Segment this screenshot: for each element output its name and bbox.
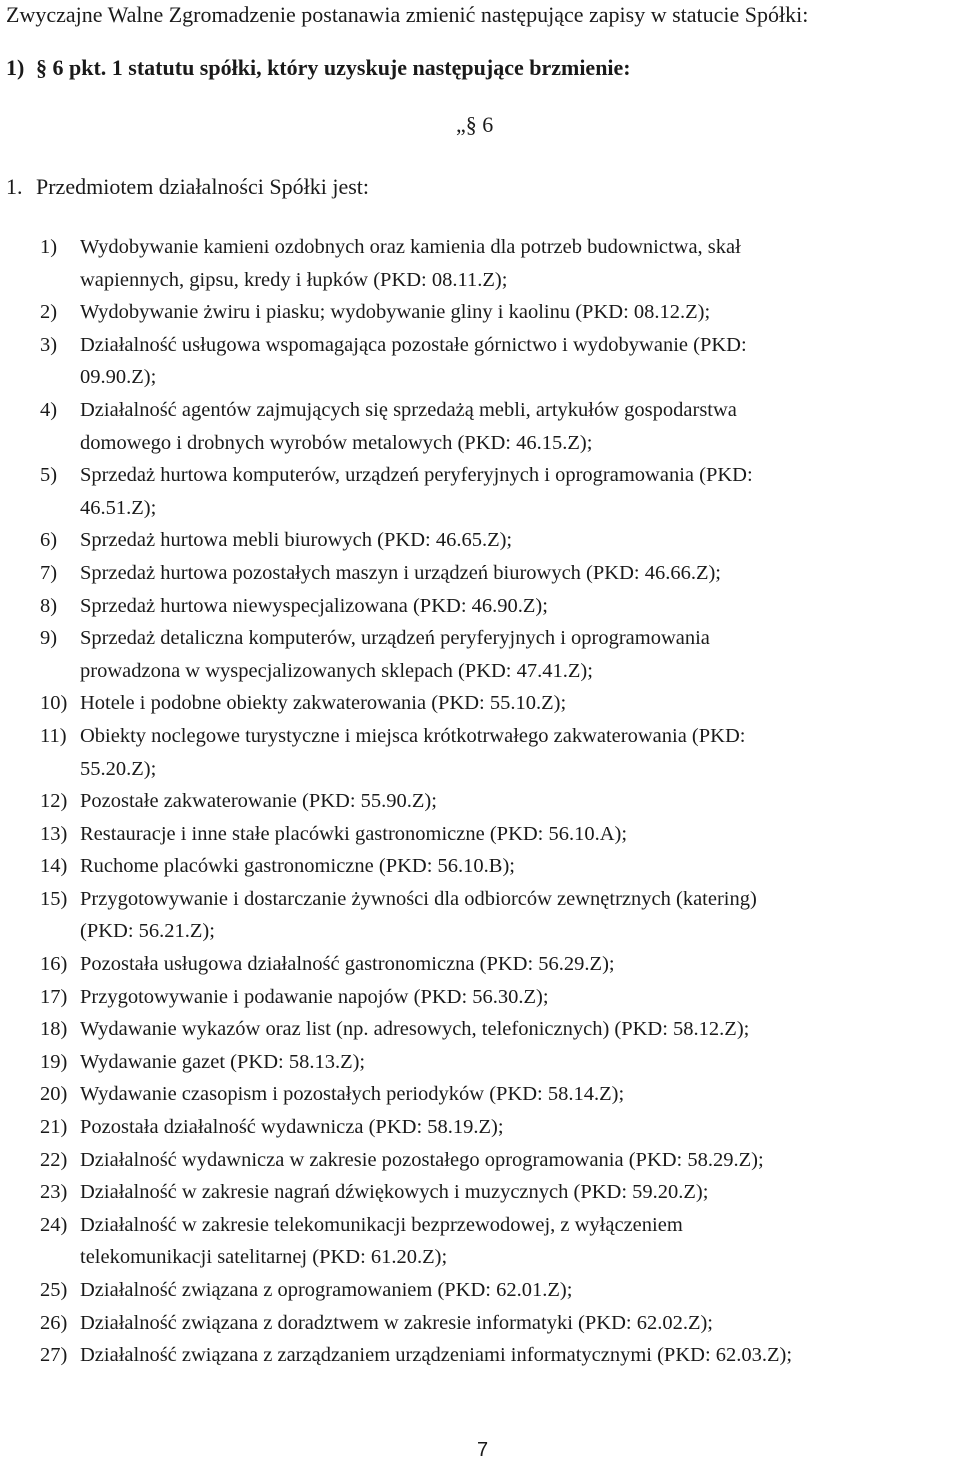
list-item — [40, 329, 960, 394]
list-item — [40, 1339, 960, 1372]
list-item-number: 24) — [40, 1213, 68, 1236]
list-item-number: 17) — [40, 985, 68, 1008]
list-item-text: Działalność związana z oprogramowaniem (PKD: 62.01.Z); — [80, 1279, 573, 1301]
list-item-number: 19) — [40, 1050, 68, 1073]
list-item-text: Działalność agentów zajmujących się sprzedażą mebli, artykułów gospodarstwa domowego i drobnych wyrobów metalowych (PKD: 46.15.Z); — [80, 398, 737, 454]
amendment-number: 1) — [6, 55, 25, 80]
list-item — [40, 720, 960, 785]
list-item-number: 7) — [40, 561, 58, 584]
list-item-number: 12) — [40, 790, 68, 813]
list-item-text: Pozostała usługowa działalność gastronomiczna (PKD: 56.29.Z); — [80, 953, 615, 976]
list-item-number: 11) — [40, 724, 67, 747]
page-number: 7 — [477, 1439, 489, 1461]
list-item-text: Ruchome placówki gastronomiczne (PKD: 56.10.B); — [80, 855, 515, 878]
list-item — [40, 883, 960, 948]
list-item-text: Działalność wydawnicza w zakresie pozostałego oprogramowania (PKD: 58.29.Z); — [80, 1148, 764, 1171]
point-heading — [6, 174, 369, 200]
list-item-text: Restauracje i inne stałe placówki gastronomiczne (PKD: 56.10.A); — [80, 822, 628, 845]
list-item-text: Przygotowywanie i podawanie napojów (PKD: 56.30.Z); — [80, 985, 549, 1008]
list-item-number: 3) — [40, 333, 58, 356]
list-item-number: 16) — [40, 953, 68, 976]
intro-paragraph: Zwyczajne Walne Zgromadzenie postanawia zmienić następujące zapisy w statucie Spółki: — [6, 2, 809, 27]
list-item-number: 23) — [40, 1181, 68, 1204]
point-text: Przedmiotem działalności Spółki jest: — [36, 174, 369, 199]
list-item — [40, 459, 960, 524]
list-item — [40, 1144, 960, 1177]
list-item-number: 26) — [40, 1311, 68, 1334]
activity-list — [40, 231, 960, 1372]
list-item — [40, 1209, 960, 1274]
list-item — [40, 622, 960, 687]
list-item-text: Hotele i podobne obiekty zakwaterowania (PKD: 55.10.Z); — [80, 692, 567, 715]
list-item — [40, 1111, 960, 1144]
list-item — [40, 231, 960, 296]
list-item — [40, 524, 960, 557]
list-item — [40, 1013, 960, 1046]
list-item-text: Działalność w zakresie nagrań dźwiękowych i muzycznych (PKD: 59.20.Z); — [80, 1181, 709, 1204]
list-item-text: Działalność związana z doradztwem w zakresie informatyki (PKD: 62.02.Z); — [80, 1311, 713, 1334]
list-item-text: Wydobywanie kamieni ozdobnych oraz kamienia dla potrzeb budownictwa, skał wapiennych, gipsu, kredy i łupków (PKD: 08.11.Z); — [80, 236, 741, 291]
amendment-heading — [6, 55, 631, 81]
list-item-number: 14) — [40, 855, 68, 878]
list-item-text: Pozostała działalność wydawnicza (PKD: 58.19.Z); — [80, 1116, 504, 1139]
list-item-text: Wydawanie wykazów oraz list (np. adresowych, telefonicznych) (PKD: 58.12.Z); — [80, 1018, 750, 1041]
list-item — [40, 1078, 960, 1111]
list-item-text: Pozostałe zakwaterowanie (PKD: 55.90.Z); — [80, 790, 437, 813]
list-item-text: Obiekty noclegowe turystyczne i miejsca krótkotrwałego zakwaterowania (PKD: 55.20.Z); — [80, 724, 746, 780]
list-item-number: 2) — [40, 301, 58, 324]
list-item — [40, 590, 960, 623]
list-item-number: 9) — [40, 627, 58, 650]
list-item-text: Sprzedaż hurtowa pozostałych maszyn i urządzeń biurowych (PKD: 46.66.Z); — [80, 561, 722, 584]
list-item-text: Sprzedaż hurtowa mebli biurowych (PKD: 46.65.Z); — [80, 529, 513, 552]
list-item-text: Działalność związana z zarządzaniem urządzeniami informatycznymi (PKD: 62.03.Z); — [80, 1344, 793, 1367]
list-item-text: Sprzedaż detaliczna komputerów, urządzeń peryferyjnych i oprogramowania prowadzona w wyspecjalizowanych sklepach (PKD: 47.41.Z); — [80, 627, 710, 682]
list-item-text: Działalność w zakresie telekomunikacji bezprzewodowej, z wyłączeniem telekomunikacji satelitarnej (PKD: 61.20.Z); — [80, 1213, 683, 1269]
list-item-text: Wydawanie gazet (PKD: 58.13.Z); — [80, 1050, 366, 1073]
list-item-number: 8) — [40, 594, 58, 617]
list-item-number: 4) — [40, 398, 58, 421]
amendment-title: § 6 pkt. 1 statutu spółki, który uzyskuje następujące brzmienie: — [36, 55, 631, 80]
list-item — [40, 1176, 960, 1209]
list-item — [40, 850, 960, 883]
list-item-text: Działalność usługowa wspomagająca pozostałe górnictwo i wydobywanie (PKD: 09.90.Z); — [80, 333, 747, 389]
list-item-number: 21) — [40, 1116, 68, 1139]
list-item — [40, 948, 960, 981]
list-item-number: 6) — [40, 529, 58, 552]
list-item — [40, 981, 960, 1014]
list-item-number: 20) — [40, 1083, 68, 1106]
list-item — [40, 785, 960, 818]
list-item-number: 10) — [40, 692, 68, 715]
list-item — [40, 557, 960, 590]
list-item-text: Sprzedaż hurtowa komputerów, urządzeń peryferyjnych i oprogramowania (PKD: 46.51.Z); — [80, 464, 753, 519]
list-item-text: Sprzedaż hurtowa niewyspecjalizowana (PKD: 46.90.Z); — [80, 594, 548, 617]
list-item — [40, 394, 960, 459]
list-item-text: Wydobywanie żwiru i piasku; wydobywanie gliny i kaolinu (PKD: 08.12.Z); — [80, 301, 711, 324]
list-item — [40, 687, 960, 720]
list-item — [40, 1307, 960, 1340]
list-item-number: 13) — [40, 822, 68, 845]
list-item — [40, 296, 960, 329]
list-item — [40, 818, 960, 851]
section-heading: „§ 6 — [456, 112, 494, 137]
list-item-number: 1) — [40, 236, 58, 258]
list-item-number: 25) — [40, 1279, 68, 1301]
list-item-text: Wydawanie czasopism i pozostałych periodyków (PKD: 58.14.Z); — [80, 1083, 625, 1106]
list-item-number: 15) — [40, 887, 68, 910]
list-item-number: 22) — [40, 1148, 68, 1171]
list-item — [40, 1046, 960, 1079]
list-item-text: Przygotowywanie i dostarczanie żywności dla odbiorców zewnętrznych (katering) (PKD: 56.21.Z); — [80, 887, 757, 943]
list-item — [40, 1274, 960, 1307]
list-item-number: 18) — [40, 1018, 68, 1041]
point-number: 1. — [6, 174, 23, 199]
list-item-number: 5) — [40, 464, 58, 487]
list-item-number: 27) — [40, 1344, 68, 1367]
